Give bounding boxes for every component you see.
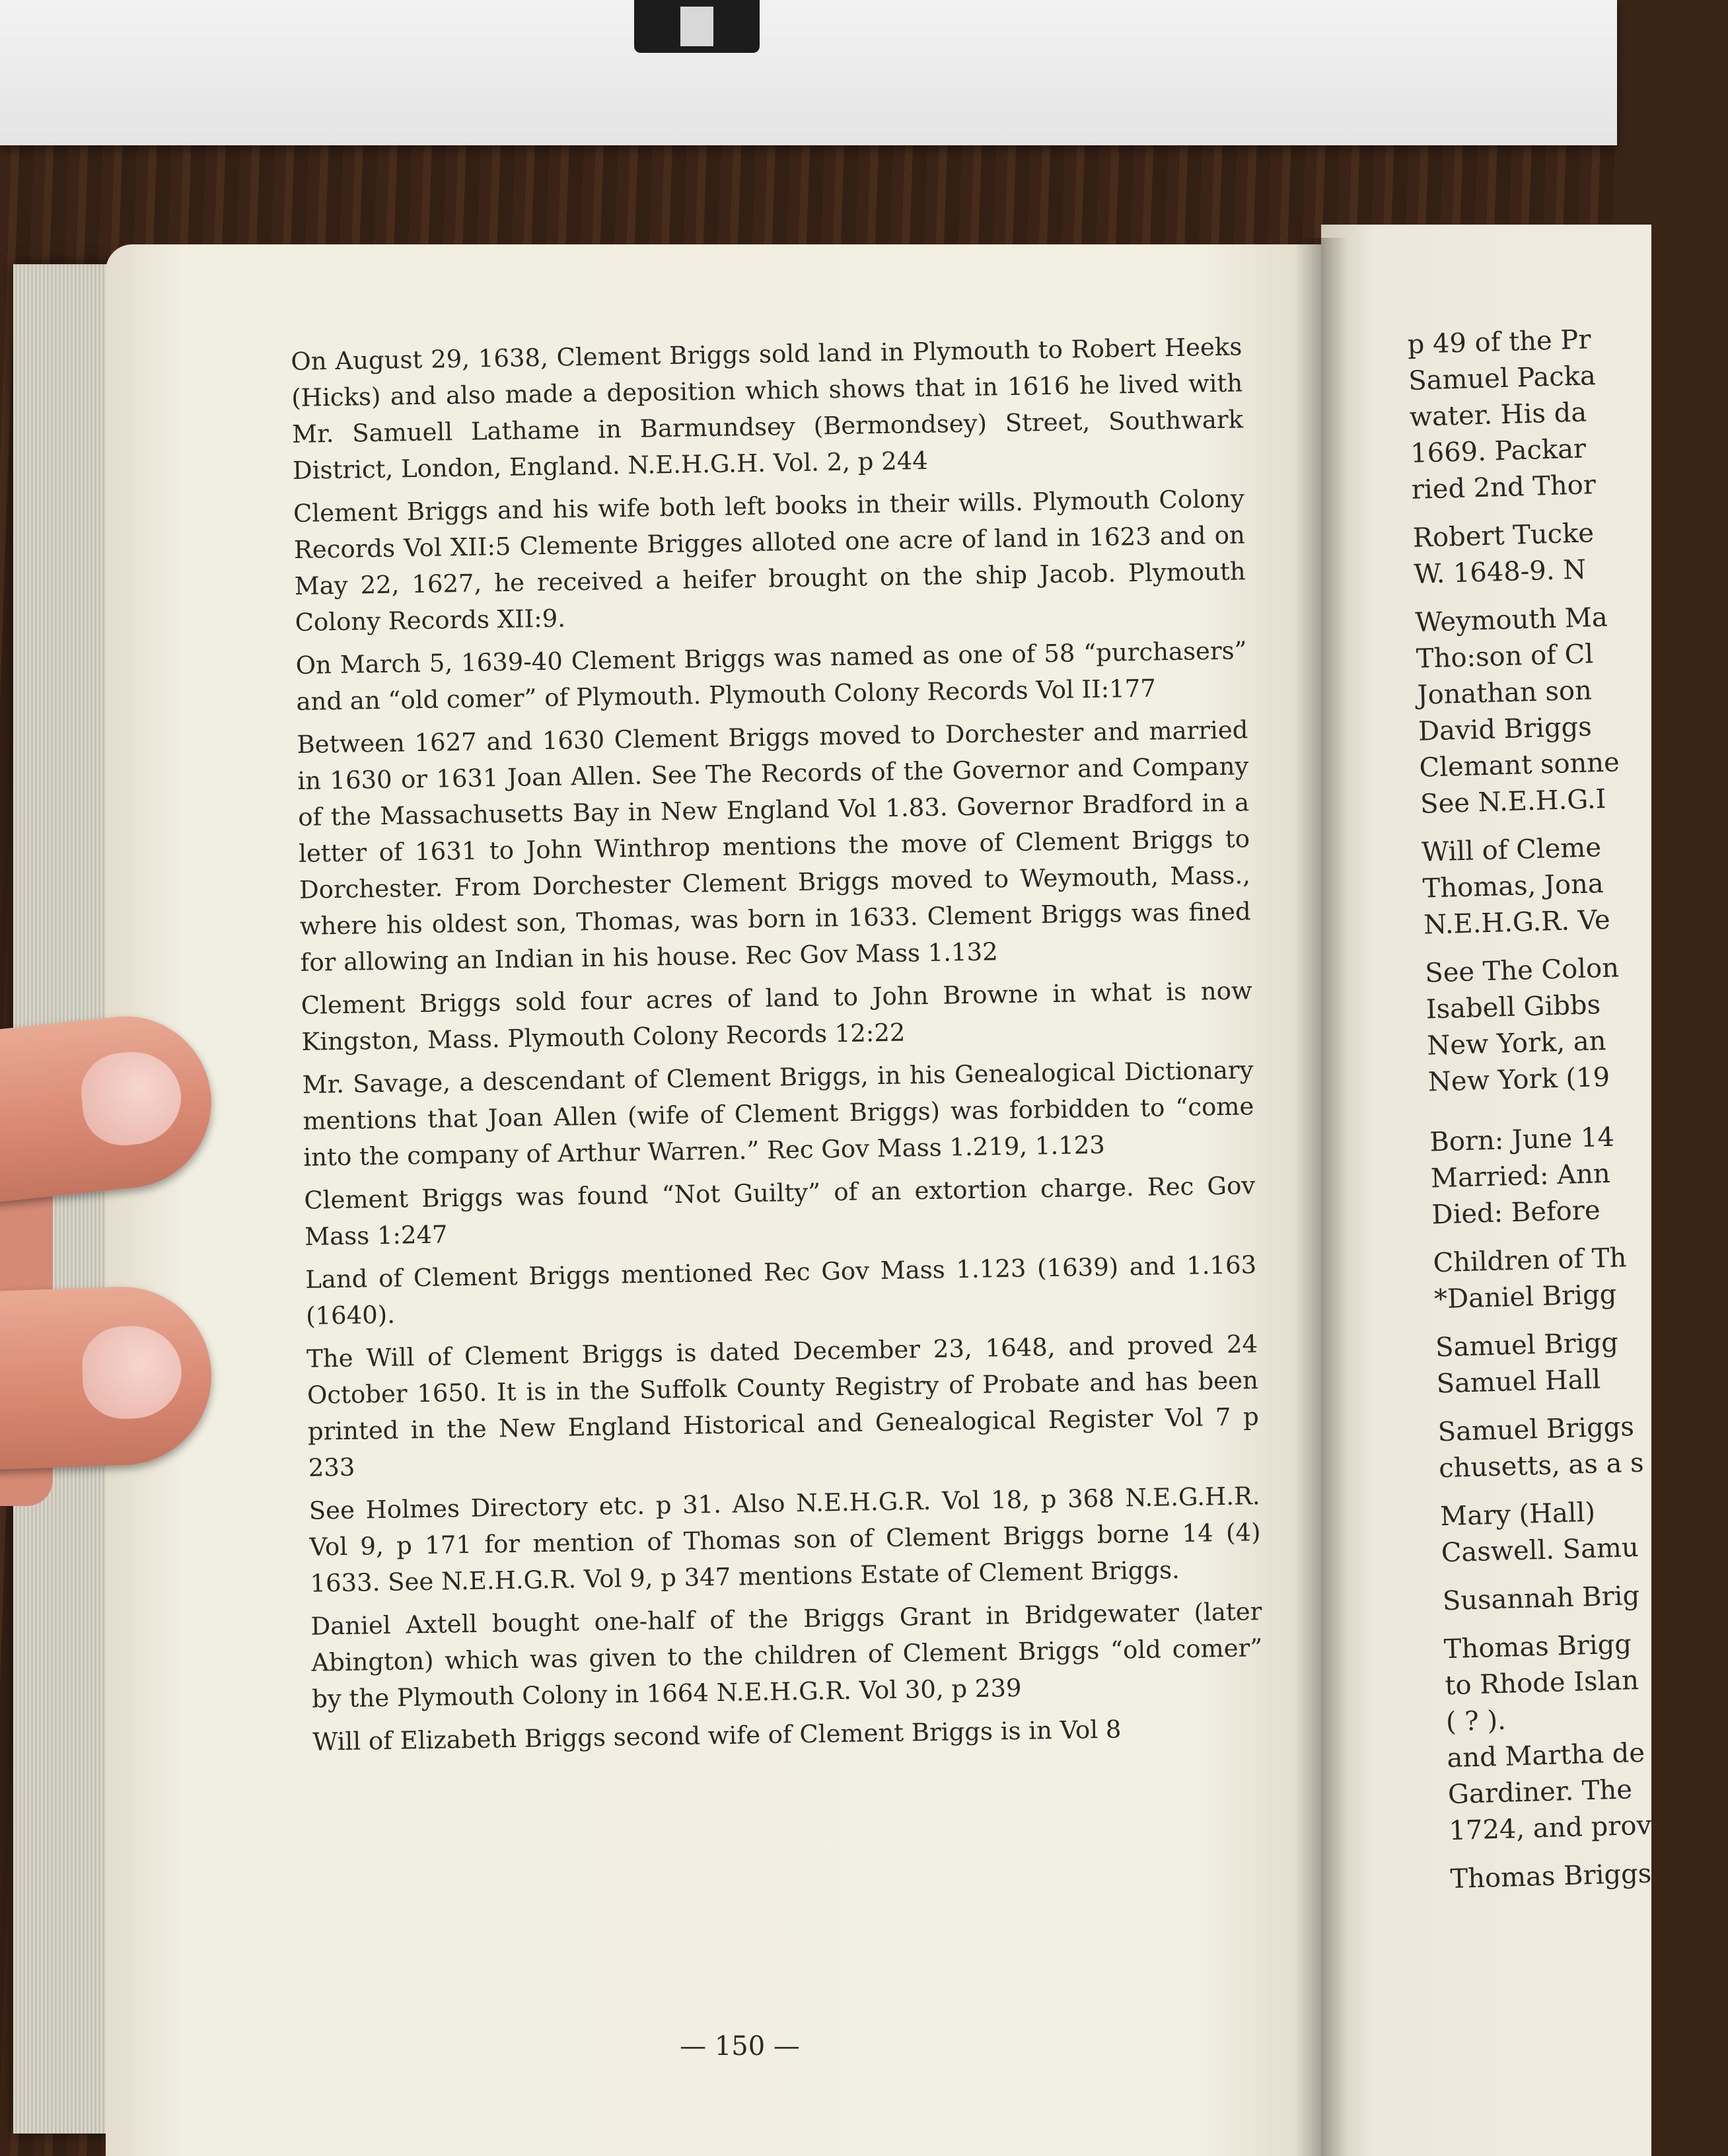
right-page-line: Children of Th <box>1432 1242 1627 1279</box>
right-page-line: and Martha de <box>1446 1737 1645 1774</box>
right-page-line: Robert Tucke <box>1412 518 1595 554</box>
paragraph: On March 5, 1639-40 Clement Briggs was named as one of 58 “purchasers” and an “old comer” of Plymouth. Plymouth Colony Records Vol II:177 <box>295 636 1247 716</box>
right-page-line: Born: June 14 <box>1429 1122 1615 1158</box>
right-page-line: Mary (Hall) <box>1439 1497 1596 1532</box>
right-page-line: *Daniel Brigg <box>1433 1279 1617 1315</box>
right-page-line: Gardiner. The <box>1447 1774 1633 1811</box>
paragraph: Clement Briggs and his wife both left books in their wills. Plymouth Colony Records Vol XII:5 Clemente Brigges alloted one acre of land in 1623 and on May 22, 1627, he received a heifer brought on the ship Jacob. Plymouth Colony Records XII:9. <box>293 484 1246 637</box>
paragraph: Clement Briggs was found “Not Guilty” of an extortion charge. Rec Gov Mass 1:247 <box>304 1171 1256 1251</box>
right-page-line: ( ? ). <box>1445 1705 1507 1738</box>
binder-clip <box>634 0 760 53</box>
right-page-line: Isabell Gibbs <box>1425 989 1601 1025</box>
paragraph: See Holmes Directory etc. p 31. Also N.E.H.G.R. Vol 18, p 368 N.E.G.H.R. Vol 9, p 171 for mention of Thomas son of Clement Briggs borne 14 (4) 1633. See N.E.H.G.R. Vol 9, p 347 mentions Estate of Clement Briggs. <box>308 1482 1261 1598</box>
paragraph: Mr. Savage, a descendant of Clement Briggs, in his Genealogical Dictionary mentions that Joan Allen (wife of Clement Briggs) was forbidden to “come into the company of Arthur Warren.” Rec Gov Mass 1.219, 1.123 <box>302 1056 1254 1172</box>
right-page-line: Clemant sonne <box>1419 747 1620 783</box>
paragraph: Daniel Axtell bought one-half of the Briggs Grant in Bridgewater (later Abington) which was given to the children of Clement Briggs “old comer” by the Plymouth Colony in 1664 N.E.H.G.R. Vol 30, p 239 <box>310 1597 1263 1713</box>
right-page <box>1321 225 1651 2156</box>
right-page-line: Samuel Brigg <box>1435 1327 1619 1363</box>
paragraph: On August 29, 1638, Clement Briggs sold land in Plymouth to Robert Heeks (Hicks) and also made a deposition which shows that in 1616 he lived with Mr. Samuell Lathame in Barmundsey (Bermondsey) Street, Southwark District, London, England. N.E.H.G.H. Vol. 2, p 244 <box>291 332 1244 485</box>
right-page-line: Susannah Brig <box>1442 1580 1640 1617</box>
right-page-line: Thomas Briggs <box>1450 1858 1652 1895</box>
right-page-line: Thomas Brigg <box>1443 1629 1632 1665</box>
right-page-line: W. 1648-9. N <box>1413 554 1587 590</box>
right-page-line: water. His da <box>1409 397 1587 433</box>
fingernail <box>77 1047 186 1149</box>
right-page-line: 1669. Packar <box>1410 433 1587 469</box>
right-page-line: chusetts, as a s <box>1438 1447 1645 1484</box>
right-page-line: See The Colon <box>1424 952 1620 989</box>
right-page-line: p 49 of the Pr <box>1407 324 1592 360</box>
paragraph: Will of Elizabeth Briggs second wife of Clement Briggs is in Vol 8 <box>312 1715 1122 1756</box>
right-page-line: Will of Cleme <box>1421 832 1602 868</box>
right-page-line: to Rhode Islan <box>1444 1665 1639 1702</box>
right-page-line: New York (19 <box>1427 1061 1610 1098</box>
right-page-line: Caswell. Samu <box>1441 1532 1639 1569</box>
book-gutter <box>1295 238 1348 2156</box>
right-page-line: Thomas, Jona <box>1422 869 1604 904</box>
right-page-line: David Briggs <box>1418 711 1593 747</box>
right-page-line: Tho:son of Cl <box>1416 639 1594 674</box>
right-page-line: ried 2nd Thor <box>1411 470 1597 505</box>
background-papers <box>0 0 1617 145</box>
right-page-line: See N.E.H.G.I <box>1420 783 1606 820</box>
right-page-text <box>1407 319 1728 1898</box>
right-page-line: Died: Before <box>1431 1195 1601 1231</box>
paragraph: The Will of Clement Briggs is dated December 23, 1648, and proved 24 October 1650. It is in the Suffolk County Registry of Probate and has been printed in the New England Historical and Genealogical Register Vol 7 p 233 <box>306 1330 1260 1482</box>
paragraph: Clement Briggs sold four acres of land to John Browne in what is now Kingston, Mass. Plymouth Colony Records 12:22 <box>301 976 1252 1056</box>
right-page-line: Married: Ann <box>1430 1158 1611 1194</box>
paragraph: Land of Clement Briggs mentioned Rec Gov Mass 1.123 (1639) and 1.163 (1640). <box>305 1250 1257 1330</box>
right-page-line: Weymouth Ma <box>1414 602 1608 638</box>
right-page-line: N.E.H.G.R. Ve <box>1423 904 1611 941</box>
right-page-line: Samuel Packa <box>1408 361 1597 396</box>
page-number: — 150 — <box>680 2031 800 2062</box>
right-page-line: Samuel Briggs <box>1437 1412 1635 1448</box>
paragraph: Between 1627 and 1630 Clement Briggs moved to Dorchester and married in 1630 or 1631 Joan Allen. See The Records of the Governor and Company of the Massachusetts Bay in New England Vol 1.83. Governor Bradford in a letter of 1631 to John Winthrop mentions the move of Clement Briggs to Dorchester. From Dorchester Clement Briggs moved to Weymouth, Mass., where his oldest son, Thomas, was born in 1633. Clement Briggs was fined for allowing an Indian in his house. Rec Gov Mass 1.132 <box>297 715 1252 977</box>
left-page-text <box>291 328 1264 1766</box>
right-page-line: Samuel Hall <box>1436 1364 1601 1400</box>
right-page-line: New York, an <box>1426 1026 1606 1061</box>
right-page-line: 1724, and prov <box>1448 1810 1652 1847</box>
fingernail <box>81 1324 183 1420</box>
right-page-line: Jonathan son <box>1416 675 1593 711</box>
